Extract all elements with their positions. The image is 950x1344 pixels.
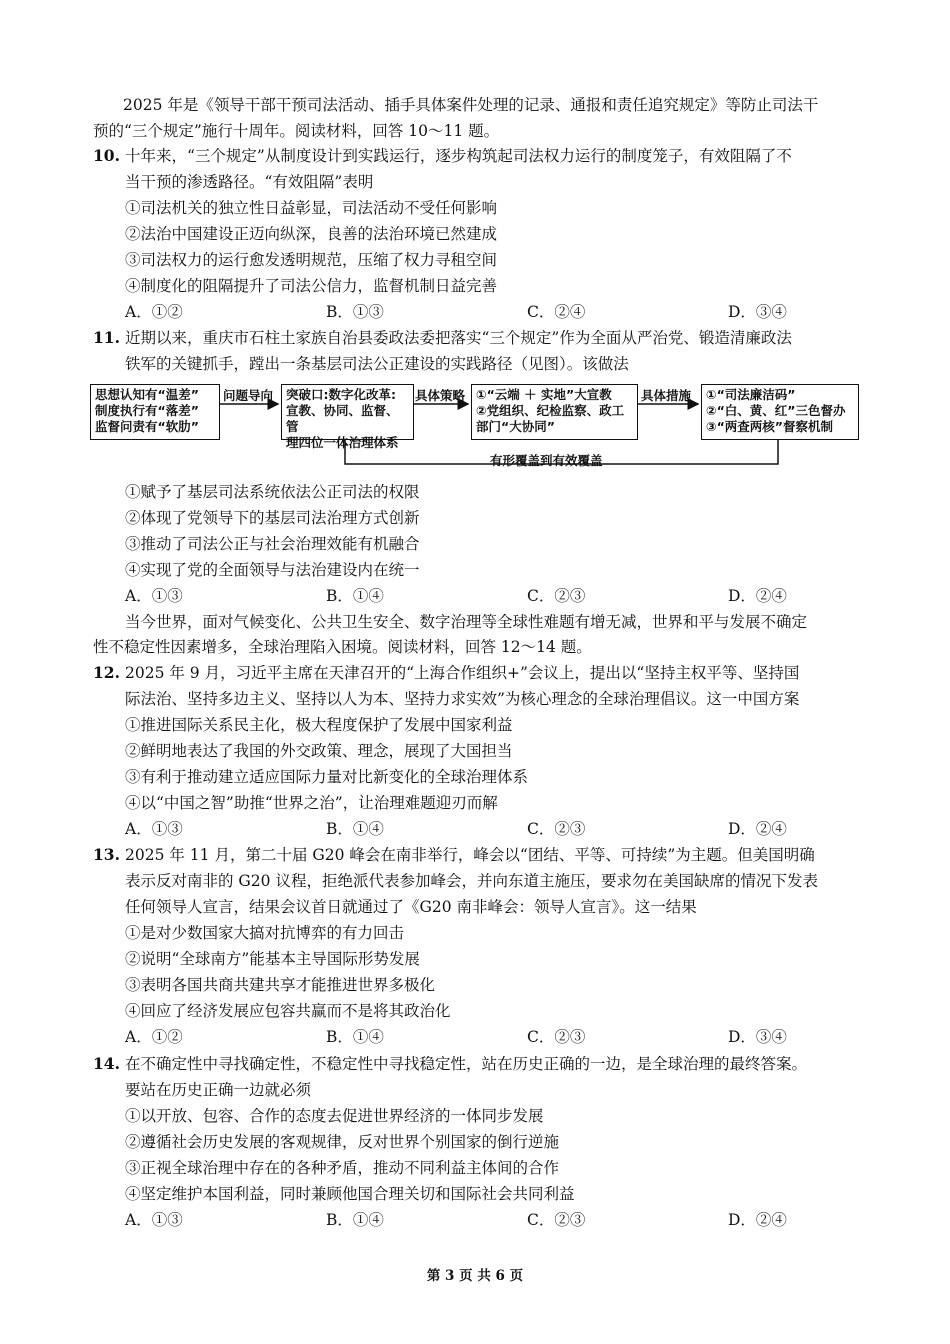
flow-box3-line1: ①“云端 ＋ 实地”大宣教 bbox=[476, 387, 612, 402]
q10-item-4: ④制度化的阻隔提升了司法公信力，监督机制日益完善 bbox=[125, 277, 498, 295]
flow-box2-line1: 突破口:数字化改革: bbox=[286, 387, 396, 402]
q14-option-a[interactable]: A．①③ bbox=[125, 1211, 183, 1229]
q10-option-b[interactable]: B．①③ bbox=[326, 303, 384, 321]
intro2-line2: 性不稳定性因素增多，全球治理陷入困境。阅读材料，回答 12～14 题。 bbox=[93, 638, 592, 656]
q11-option-d[interactable]: D．②④ bbox=[728, 587, 787, 605]
q11-option-b[interactable]: B．①④ bbox=[326, 587, 384, 605]
flow-box-problems bbox=[90, 384, 220, 440]
q10-number: 10. bbox=[93, 146, 120, 165]
flow-box4-line2: ②“白、黄、红”三色督办 bbox=[706, 403, 846, 418]
q13-stem-line2: 表示反对南非的 G20 议程，拒绝派代表参加峰会，并向东道主施压，要求勿在美国缺席的情况下发表 bbox=[125, 872, 818, 890]
q10-option-d[interactable]: D．③④ bbox=[728, 303, 787, 321]
flow-box1-line3: 监督问责有“软肋” bbox=[95, 419, 199, 434]
flow-box-measures bbox=[701, 384, 859, 440]
q13-item-3: ③表明各国共商共建共享才能推进世界多极化 bbox=[125, 976, 436, 994]
q12-option-c[interactable]: C．②③ bbox=[527, 820, 586, 838]
q13-option-d[interactable]: D．③④ bbox=[728, 1028, 787, 1046]
q14-stem-line1: 在不确定性中寻找确定性，不稳定性中寻找稳定性，站在历史正确的一边，是全球治理的最终答案。 bbox=[125, 1055, 808, 1073]
q10-option-a[interactable]: A．①② bbox=[125, 303, 183, 321]
q10-item-1: ①司法机关的独立性日益彰显，司法活动不受任何影响 bbox=[125, 199, 498, 217]
q14-item-4: ④坚定维护本国利益，同时兼顾他国合理关切和国际社会共同利益 bbox=[125, 1185, 575, 1203]
q14-option-c[interactable]: C．②③ bbox=[527, 1211, 586, 1229]
q11-number: 11. bbox=[93, 328, 120, 347]
q12-stem-line1: 2025 年 9 月，习近平主席在天津召开的“上海合作组织+”会议上，提出以“坚持主权平等、坚持国 bbox=[125, 664, 800, 682]
q11-item-4: ④实现了党的全面领导与法治建设内在统一 bbox=[125, 561, 420, 579]
q11-stem-line2: 铁军的关键抓手，蹚出一条基层司法公正建设的实践路径（见图）。该做法 bbox=[125, 355, 629, 373]
flow-box4-line1: ①“司法廉洁码” bbox=[706, 387, 796, 402]
page-footer: 第 3 页 共 6 页 bbox=[426, 1268, 524, 1284]
q14-option-b[interactable]: B．①④ bbox=[326, 1211, 384, 1229]
flow-bottom-label: 有形覆盖到有效覆盖 bbox=[490, 453, 603, 468]
q14-item-1: ①以开放、包容、合作的态度去促进世界经济的一体同步发展 bbox=[125, 1107, 544, 1125]
q10-option-c[interactable]: C．②④ bbox=[527, 303, 586, 321]
q14-number: 14. bbox=[93, 1054, 120, 1073]
q11-item-1: ①赋予了基层司法系统依法公正司法的权限 bbox=[125, 483, 420, 501]
q13-item-4: ④回应了经济发展应包容共赢而不是将其政治化 bbox=[125, 1002, 451, 1020]
flow-label-problem-oriented: 问题导向 bbox=[223, 388, 274, 403]
q12-number: 12. bbox=[93, 663, 120, 682]
q13-item-2: ②说明“全球南方”能基本主导国际形势发展 bbox=[125, 950, 420, 968]
q11-stem-line1: 近期以来，重庆市石柱土家族自治县委政法委把落实“三个规定”作为全面从严治党、锻造清廉政法 bbox=[125, 329, 792, 347]
flow-label-measures: 具体措施 bbox=[641, 388, 692, 403]
q12-item-3: ③有利于推动建立适应国际力量对比新变化的全球治理体系 bbox=[125, 768, 529, 786]
q12-item-1: ①推进国际关系民主化，极大程度保护了发展中国家利益 bbox=[125, 716, 513, 734]
q13-number: 13. bbox=[93, 845, 120, 864]
intro1-line1: 2025 年是《领导干部干预司法活动、插手具体案件处理的记录、通报和责任追究规定》等防止司法干 bbox=[123, 96, 819, 114]
intro2-line1: 当今世界，面对气候变化、公共卫生安全、数字治理等全球性难题有增无减，世界和平与发展不确定 bbox=[125, 613, 808, 631]
flow-box3-line3: 部门“大协同” bbox=[476, 419, 555, 434]
flow-box3-line2: ②党组织、纪检监察、政工 bbox=[476, 403, 625, 418]
q11-item-3: ③推动了司法公正与社会治理效能有机融合 bbox=[125, 535, 420, 553]
flow-box2-line2: 宣教、协同、监督、管 bbox=[286, 403, 399, 434]
q12-option-d[interactable]: D．②④ bbox=[728, 820, 787, 838]
q12-option-a[interactable]: A．①③ bbox=[125, 820, 183, 838]
q13-stem-line1: 2025 年 11 月，第二十届 G20 峰会在南非举行，峰会以“团结、平等、可持续”为主题。但美国明确 bbox=[125, 846, 815, 864]
flow-box4-line3: ③“两查两核”督察机制 bbox=[706, 419, 834, 434]
q10-stem-line2: 当干预的渗透路径。“有效阻隔”表明 bbox=[125, 173, 374, 191]
q10-item-2: ②法治中国建设正迈向纵深，良善的法治环境已然建成 bbox=[125, 225, 498, 243]
q11-option-c[interactable]: C．②③ bbox=[527, 587, 586, 605]
flow-box-strategy bbox=[471, 384, 638, 440]
flow-box1-line1: 思想认知有“温差” bbox=[95, 387, 199, 402]
q13-option-a[interactable]: A．①② bbox=[125, 1028, 183, 1046]
q11-option-a[interactable]: A．①③ bbox=[125, 587, 183, 605]
q14-stem-line2: 要站在历史正确一边就必须 bbox=[125, 1081, 312, 1099]
q14-option-d[interactable]: D．②④ bbox=[728, 1211, 787, 1229]
q12-stem-line2: 际法治、坚持多边主义、坚持以人为本、坚持力求实效”为核心理念的全球治理倡议。这一中国方案 bbox=[125, 690, 800, 708]
flow-box-breakthrough bbox=[281, 384, 414, 450]
q12-option-b[interactable]: B．①④ bbox=[326, 820, 384, 838]
q10-stem-line1: 十年来，“三个规定”从制度设计到实践运行，逐步构筑起司法权力运行的制度笼子，有效阻隔了不 bbox=[125, 147, 792, 165]
q14-item-3: ③正视全球治理中存在的各种矛盾，推动不同利益主体间的合作 bbox=[125, 1159, 560, 1177]
q13-stem-line3: 任何领导人宣言，结果会议首日就通过了《G20 南非峰会：领导人宣言》。这一结果 bbox=[125, 898, 697, 916]
flow-box2-line3: 理四位一体治理体系 bbox=[286, 435, 399, 450]
q10-item-3: ③司法权力的运行愈发透明规范，压缩了权力寻租空间 bbox=[125, 251, 498, 269]
intro1-line2: 预的“三个规定”施行十周年。阅读材料，回答 10～11 题。 bbox=[93, 122, 500, 140]
q11-item-2: ②体现了党领导下的基层司法治理方式创新 bbox=[125, 509, 420, 527]
q13-option-b[interactable]: B．①④ bbox=[326, 1028, 384, 1046]
q12-item-2: ②鲜明地表达了我国的外交政策、理念，展现了大国担当 bbox=[125, 742, 513, 760]
flow-label-strategy: 具体策略 bbox=[415, 388, 466, 403]
q12-item-4: ④以“中国之智”助推“世界之治”，让治理难题迎刃而解 bbox=[125, 794, 498, 812]
q13-item-1: ①是对少数国家大搞对抗博弈的有力回击 bbox=[125, 924, 405, 942]
q13-option-c[interactable]: C．②③ bbox=[527, 1028, 586, 1046]
flow-box1-line2: 制度执行有“落差” bbox=[95, 403, 199, 418]
q14-item-2: ②遵循社会历史发展的客观规律，反对世界个别国家的倒行逆施 bbox=[125, 1133, 560, 1151]
